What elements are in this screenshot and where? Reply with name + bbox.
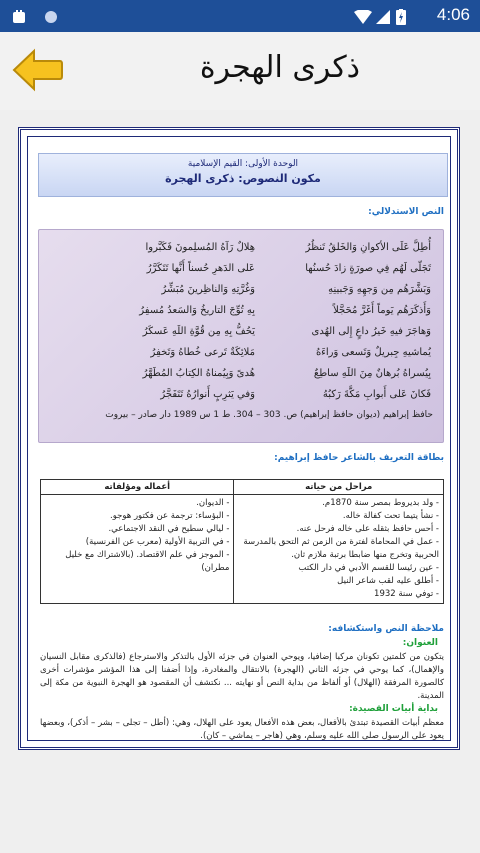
verse-left: مَلائِكَةٌ تَرعى خُطاهُ وَتَخفِرُ	[150, 347, 255, 358]
verse-left: بِهِ تُوِّجَ التاريخُ وَالسَعدُ مُسفِرُ	[139, 305, 255, 316]
notification-icon	[12, 9, 26, 23]
list-item: - عمل في المحاماة لفترة من الزمن ثم التحق بالمدرسة الحربية وتخرج منها ضابطا برتبة ملازم ثان.	[243, 537, 439, 560]
opening-paragraph: معظم أبيات القصيدة تبتدئ بالأفعال، بعض هذه الأفعال يعود على الهلال، وهي: (أطل – تجلى – بشر – أذكر)، وبعضها يعود على الرسول صلى الله عليه وسلم، وهي (هاجر – يماشي – كان).	[40, 718, 444, 741]
unit-title: الوحدة الأولى: القيم الإسلامية	[187, 159, 299, 169]
notes-heading: ملاحظة النص واستكشافه:	[328, 624, 444, 634]
verse-left: هُدىً وَبِيُمناهُ الكِتابُ المُطَهَّرُ	[142, 368, 255, 379]
title-paragraph: يتكون من كلمتين تكونان مركبا إضافيا، ويوحي العنوان في جزئه الأول بالتذكر والاسترجاع (فالذكرى مقابل النسيان والإهمال)، كما يوحي في جزئه الثاني (الهجرة) بالانتقال والمغادرة، وإذا أضفنا إلى هذا المؤشر مؤشرات أخرى كالصورة المرفقة (الهلال) أو ألفاظ من بداية النص أو نهايته ... نكتشف أن المقصود هو الهجرة النبوية من مكة إلى المدينة.	[40, 652, 444, 701]
list-item: - أطلق عليه لقب شاعر النيل	[337, 576, 439, 586]
verse-right: يُماشيهِ جِبريلٌ وَتَسعى وَراءَهُ	[315, 347, 431, 358]
list-item: - الموجز في علم الاقتصاد. (بالاشتراك مع خليل مطران)	[65, 550, 230, 573]
list-item: - الديوان.	[196, 498, 230, 508]
title-subheading: العنوان:	[402, 638, 438, 648]
bio-table	[40, 479, 444, 604]
list-item: - نشأ يتيما تحت كفالة خاله.	[342, 511, 439, 521]
circle-icon	[44, 9, 58, 23]
list-item: - البؤساء: ترجمة عن فكتور هوجو.	[110, 511, 230, 521]
status-bar	[0, 0, 480, 32]
back-arrow-icon[interactable]	[12, 48, 64, 92]
document-page[interactable]	[18, 127, 460, 750]
bio-heading: بطاقة التعريف بالشاعر حافظ إبراهيم:	[274, 453, 444, 463]
table-header: أعماله ومؤلفاته	[41, 480, 234, 495]
verse-right: وَبَشَّرَهُم مِن وَجهِهِ وَجَبينِهِ	[328, 284, 431, 295]
life-stages-cell	[234, 495, 444, 604]
list-item: - ليالي سطيح في النقد الاجتماعي.	[108, 524, 230, 534]
table-header: مراحل من حياته	[234, 480, 444, 495]
list-item: - أحس حافظ بثقله على خاله فرحل عنه.	[296, 524, 439, 534]
verse-right: تَجَلّى لَهُم فِي صورَةٍ زادَ حُسنُها	[305, 263, 431, 274]
verse-left: يَحُفُّ بِهِ مِن قُوَّةِ اللَهِ عَسكَرُ	[142, 326, 255, 337]
verse-right: بِيُسراهُ بُرهانٌ مِنَ اللَهِ ساطِعٌ	[313, 368, 431, 379]
verse-right: أُطِلَّ عَلَى الأكوانِ وَالخَلقُ تَنظُرُ	[305, 242, 431, 253]
app-bar	[0, 32, 480, 110]
list-item: - عين رئيسا للقسم الأدبي في دار الكتب	[298, 563, 439, 573]
opening-subheading: بداية أبيات القصيدة:	[349, 704, 438, 714]
verse-left: عَلى الدَهرِ حُسناً أَنَّها تَتَكَرَّرُ	[146, 263, 255, 274]
verse-right: وَأَذكَرَهُم يَوماً أَغَرَّ مُحَجَّلاً	[333, 305, 431, 316]
list-item: - في التربية الأولية (معرب عن الفرنسية)	[85, 537, 230, 547]
lesson-title: مكون النصوص: ذكرى الهجرة	[165, 172, 321, 185]
verse-left: وَفي يَثرِبٍ أَنوارُهُ تَتَفَجَّرُ	[160, 389, 255, 400]
clock: 4:06	[436, 5, 470, 24]
poem-citation: حافظ إبراهيم (ديوان حافظ إبراهيم) ص. 303 – 304. ط 1 س 1989 دار صادر – بيروت	[105, 410, 433, 420]
battery-icon	[396, 9, 406, 23]
verse-right: فَكانَ عَلى أَبوابِ مَكَّةَ رَكبُهُ	[322, 389, 431, 400]
verse-left: هِلالٌ رَآهُ المُسلِمونَ فَكَبَّروا	[145, 242, 255, 253]
poem-box	[38, 229, 444, 443]
verse-right: وَهاجَرَ فيهِ خَيرُ داعٍ إِلى الهُدى	[311, 326, 431, 337]
section-heading: النص الاستدلالي:	[368, 207, 444, 217]
signal-icon	[376, 9, 390, 23]
list-item: - ولد بديروط بمصر سنة 1870م.	[322, 498, 439, 508]
works-cell	[41, 495, 234, 604]
page-title: ذكرى الهجرة	[199, 50, 360, 85]
verse-left: وَغُرَّتِهِ وَالناظِرينَ مُبَشِّرُ	[161, 284, 255, 295]
page-border	[27, 136, 451, 741]
lesson-header	[38, 153, 448, 197]
list-item: - توفي سنة 1932	[374, 589, 439, 599]
wifi-icon	[354, 9, 372, 23]
